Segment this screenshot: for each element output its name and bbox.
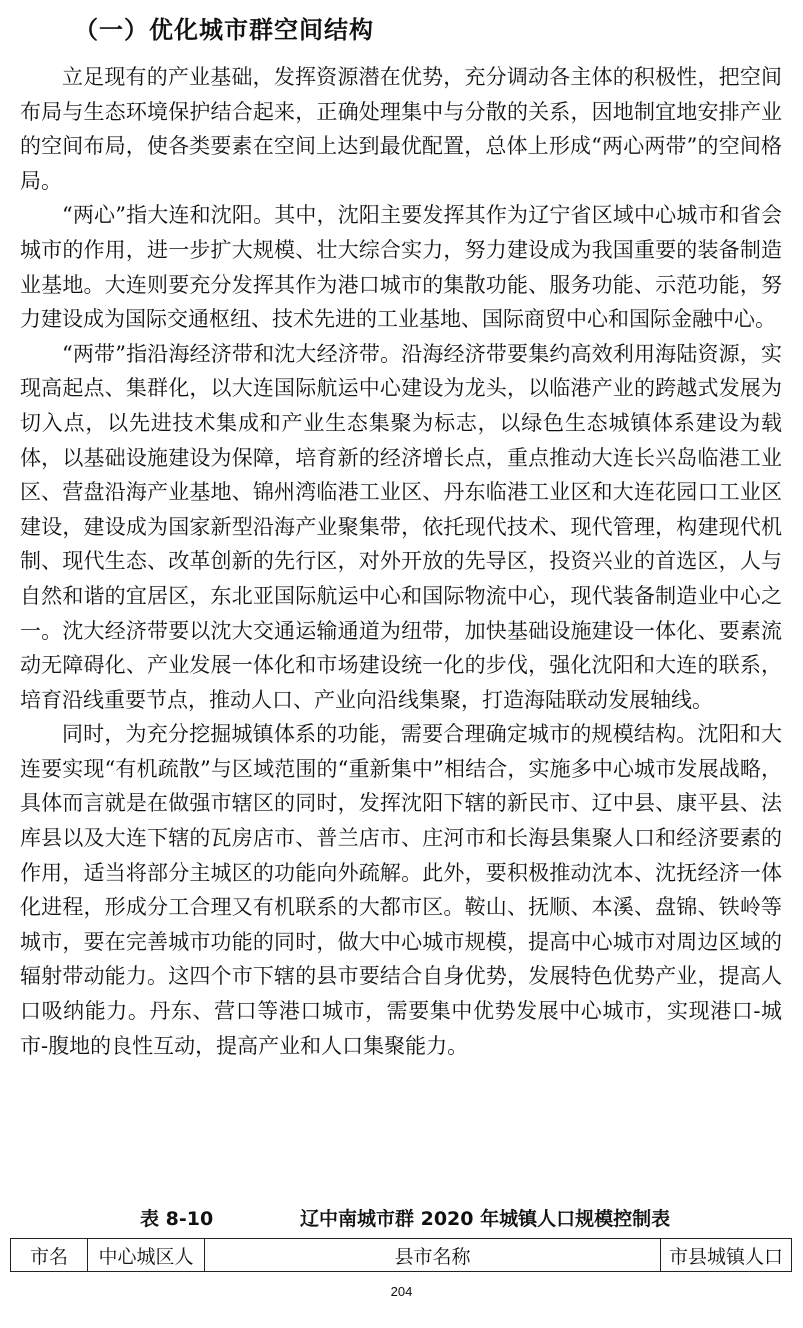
section-heading: （一）优化城市群空间结构 bbox=[74, 16, 374, 44]
body-text bbox=[20, 60, 782, 1063]
page-number: 204 bbox=[390, 1284, 413, 1299]
header-city-name: 市名 bbox=[11, 1239, 88, 1272]
table-title: 辽中南城市群 2020 年城镇人口规模控制表 bbox=[300, 1208, 671, 1230]
table-number: 表 8-10 bbox=[140, 1208, 214, 1230]
paragraph-spatial-layout: 立足现有的产业基础，发挥资源潜在优势，充分调动各主体的积极性，把空间布局与生态环境保护结合起来，正确处理集中与分散的关系，因地制宜地安排产业的空间布局，使各类要素在空间上达到最优配置，总体上形成“两心两带”的空间格局。 bbox=[20, 65, 782, 193]
table-caption bbox=[140, 1201, 670, 1237]
paragraph-city-scale: 同时，为充分挖掘城镇体系的功能，需要合理确定城市的规模结构。沈阳和大连要实现“有机疏散”与区域范围的“重新集中”相结合，实施多中心城市发展战略，具体而言就是在做强市辖区的同时，发挥沈阳下辖的新民市、辽中县、康平县、法库县以及大连下辖的瓦房店市、普兰店市、庄河市和长海县集聚人口和经济要素的作用，适当将部分主城区的功能向外疏解。此外，要积极推动沈本、沈抚经济一体化进程，形成分工合理又有机联系的大都市区。鞍山、抚顺、本溪、盘锦、铁岭等城市，要在完善城市功能的同时，做大中心城市规模，提高中心城市对周边区域的辐射带动能力。这四个市下辖的县市要结合自身优势，发展特色优势产业，提高人口吸纳能力。丹东、营口等港口城市，需要集中优势发展中心城市，实现港口-城市-腹地的良性互动，提高产业和人口集聚能力。 bbox=[20, 722, 782, 1058]
population-control-table bbox=[10, 1238, 792, 1272]
table-header-row bbox=[11, 1239, 792, 1272]
header-central-district-population: 中心城区人 bbox=[88, 1239, 205, 1272]
paragraph-two-belts: “两带”指沿海经济带和沈大经济带。沿海经济带要集约高效利用海陆资源，实现高起点、集群化，以大连国际航运中心建设为龙头，以临港产业的跨越式发展为切入点，以先进技术集成和产业生态集聚为标志，以绿色生态城镇体系建设为载体，以基础设施建设为保障，培育新的经济增长点，重点推动大连长兴岛临港工业区、营盘沿海产业基地、锦州湾临港工业区、丹东临港工业区和大连花园口工业区建设，建设成为国家新型沿海产业聚集带，依托现代技术、现代管理，构建现代机制、现代生态、改革创新的先行区，对外开放的先导区，投资兴业的首选区，人与自然和谐的宜居区，东北亚国际航运中心和国际物流中心，现代装备制造业中心之一。沈大经济带要以沈大交通运输通道为纽带，加快基础设施建设一体化、要素流动无障碍化、产业发展一体化和市场建设统一化的步伐，强化沈阳和大连的联系，培育沿线重要节点，推动人口、产业向沿线集聚，打造海陆联动发展轴线。 bbox=[20, 341, 782, 712]
header-county-urban-population: 市县城镇人口 bbox=[661, 1239, 792, 1272]
header-county-city-name: 县市名称 bbox=[205, 1239, 661, 1272]
paragraph-two-centers: “两心”指大连和沈阳。其中，沈阳主要发挥其作为辽宁省区域中心城市和省会城市的作用，进一步扩大规模、壮大综合实力，努力建设成为我国重要的装备制造业基地。大连则要充分发挥其作为港口城市的集散功能、服务功能、示范功能，努力建设成为国际交通枢纽、技术先进的工业基地、国际商贸中心和国际金融中心。 bbox=[20, 203, 782, 332]
